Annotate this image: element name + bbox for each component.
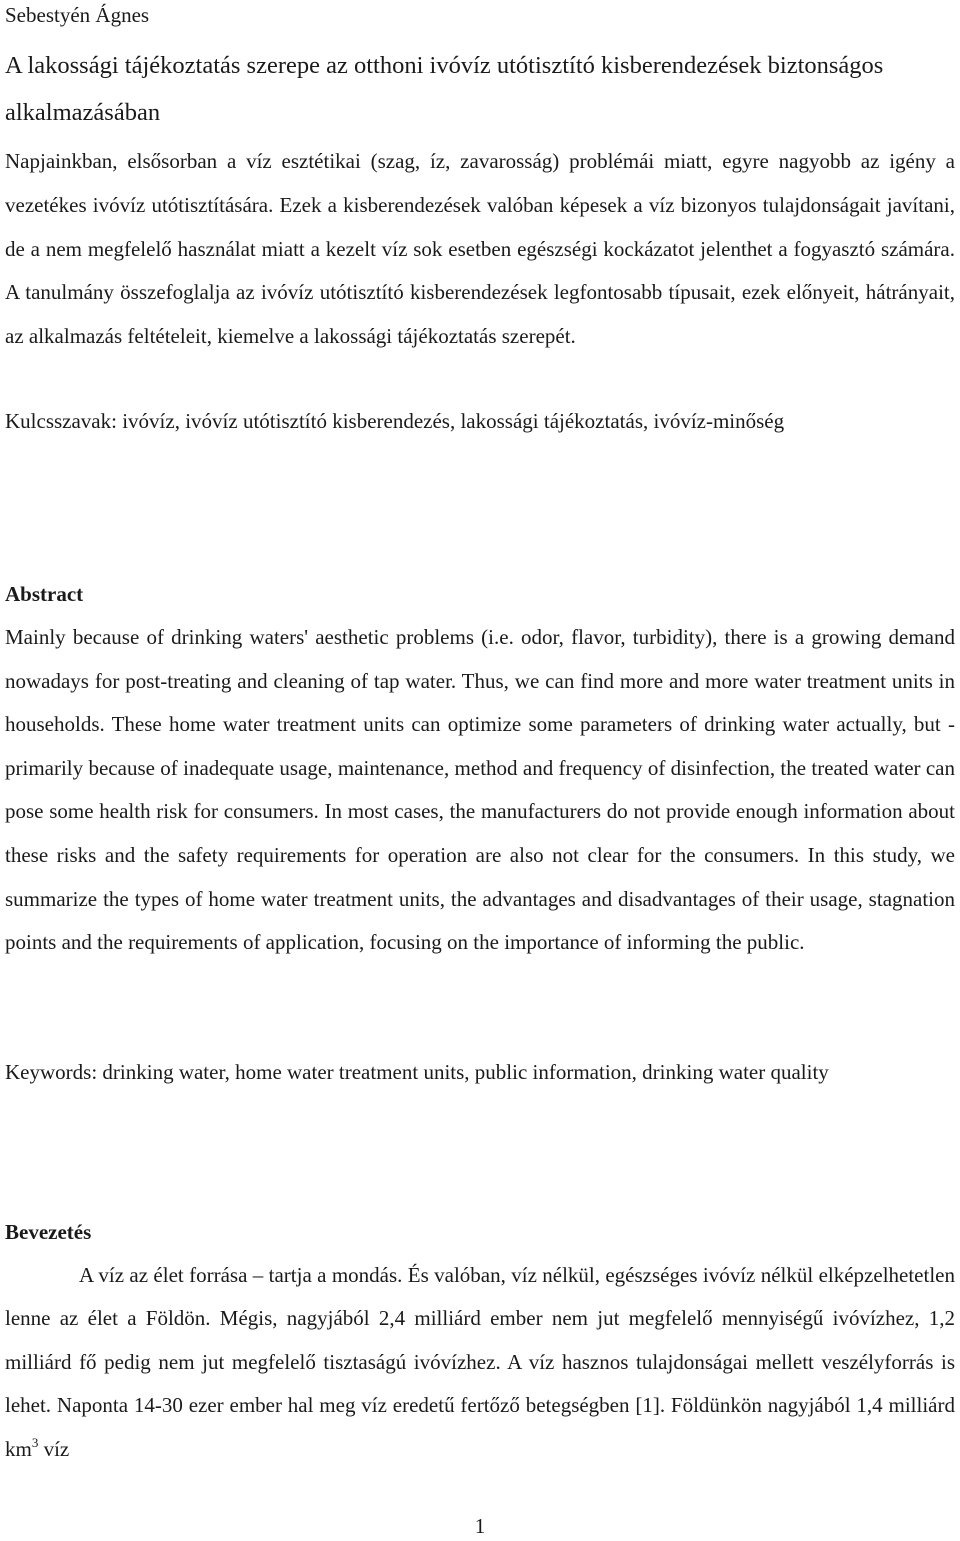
author-name: Sebestyén Ágnes (5, 3, 150, 27)
page-number: 1 (474, 1514, 486, 1538)
hungarian-keywords: Kulcsszavak: ivóvíz, ivóvíz utótisztító kisberendezés, lakossági tájékoztatás, ivóvíz-minőség (5, 409, 785, 433)
hungarian-abstract: Napjainkban, elsősorban a víz esztétikai (szag, íz, zavarosság) problémái miatt, egyre nagyobb az igény a vezetékes ivóvíz utótisztítására. Ezek a kisberendezések valóban képesek a víz bizonyos tulajdonságait javítani, de a nem megfelelő használat miatt a kezelt víz sok esetben egészségi kockázatot jelenthet a fogyasztó számára. A tanulmány összefoglalja az ivóvíz utótisztító kisberendezések legfontosabb típusait, ezek előnyeit, hátrányait, az alkalmazás feltételeit, kiemelve a lakossági tájékoztatás szerepét. (5, 149, 955, 349)
paper-title: A lakossági tájékoztatás szerepe az otthoni ivóvíz utótisztító kisberendezések biztonságos alkalmazásában (5, 52, 884, 126)
abstract-heading: Abstract (5, 582, 84, 606)
english-abstract: Mainly because of drinking waters' aesthetic problems (i.e. odor, flavor, turbidity), there is a growing demand nowadays for post-treating and cleaning of tap water. Thus, we can find more and more water treatment units in households. These home water treatment units can optimize some parameters of drinking water actually, but - primarily because of inadequate usage, maintenance, method and frequency of disinfection, the treated water can pose some health risk for consumers. In most cases, the manufacturers do not provide enough information about these risks and the safety requirements for operation are also not clear for the consumers. In this study, we summarize the types of home water treatment units, the advantages and disadvantages of their usage, stagnation points and the requirements of application, focusing on the importance of informing the public. (5, 625, 955, 955)
introduction-text-tail: víz (38, 1436, 70, 1461)
superscript-three: 3 (31, 1434, 39, 1450)
introduction-heading: Bevezetés (5, 1220, 92, 1244)
english-keywords: Keywords: drinking water, home water treatment units, public information, drinking water quality (5, 1060, 829, 1084)
introduction-paragraph (5, 1254, 955, 1471)
introduction-text: A víz az élet forrása – tartja a mondás. És valóban, víz nélkül, egészséges ivóvíz nélkül elképzelhetetlen lenne az élet a Földön. Mégis, nagyjából 2,4 milliárd ember nem jut megfelelő mennyiségű ivóvízhez, 1,2 milliárd fő pedig nem jut megfelelő tisztaságú ivóvízhez. A víz hasznos tulajdonságai mellett veszélyforrás is lehet. Naponta 14-30 ezer ember hal meg víz eredetű fertőző betegségben [1]. Földünkön nagyjából 1,4 milliárd km (5, 1263, 955, 1461)
